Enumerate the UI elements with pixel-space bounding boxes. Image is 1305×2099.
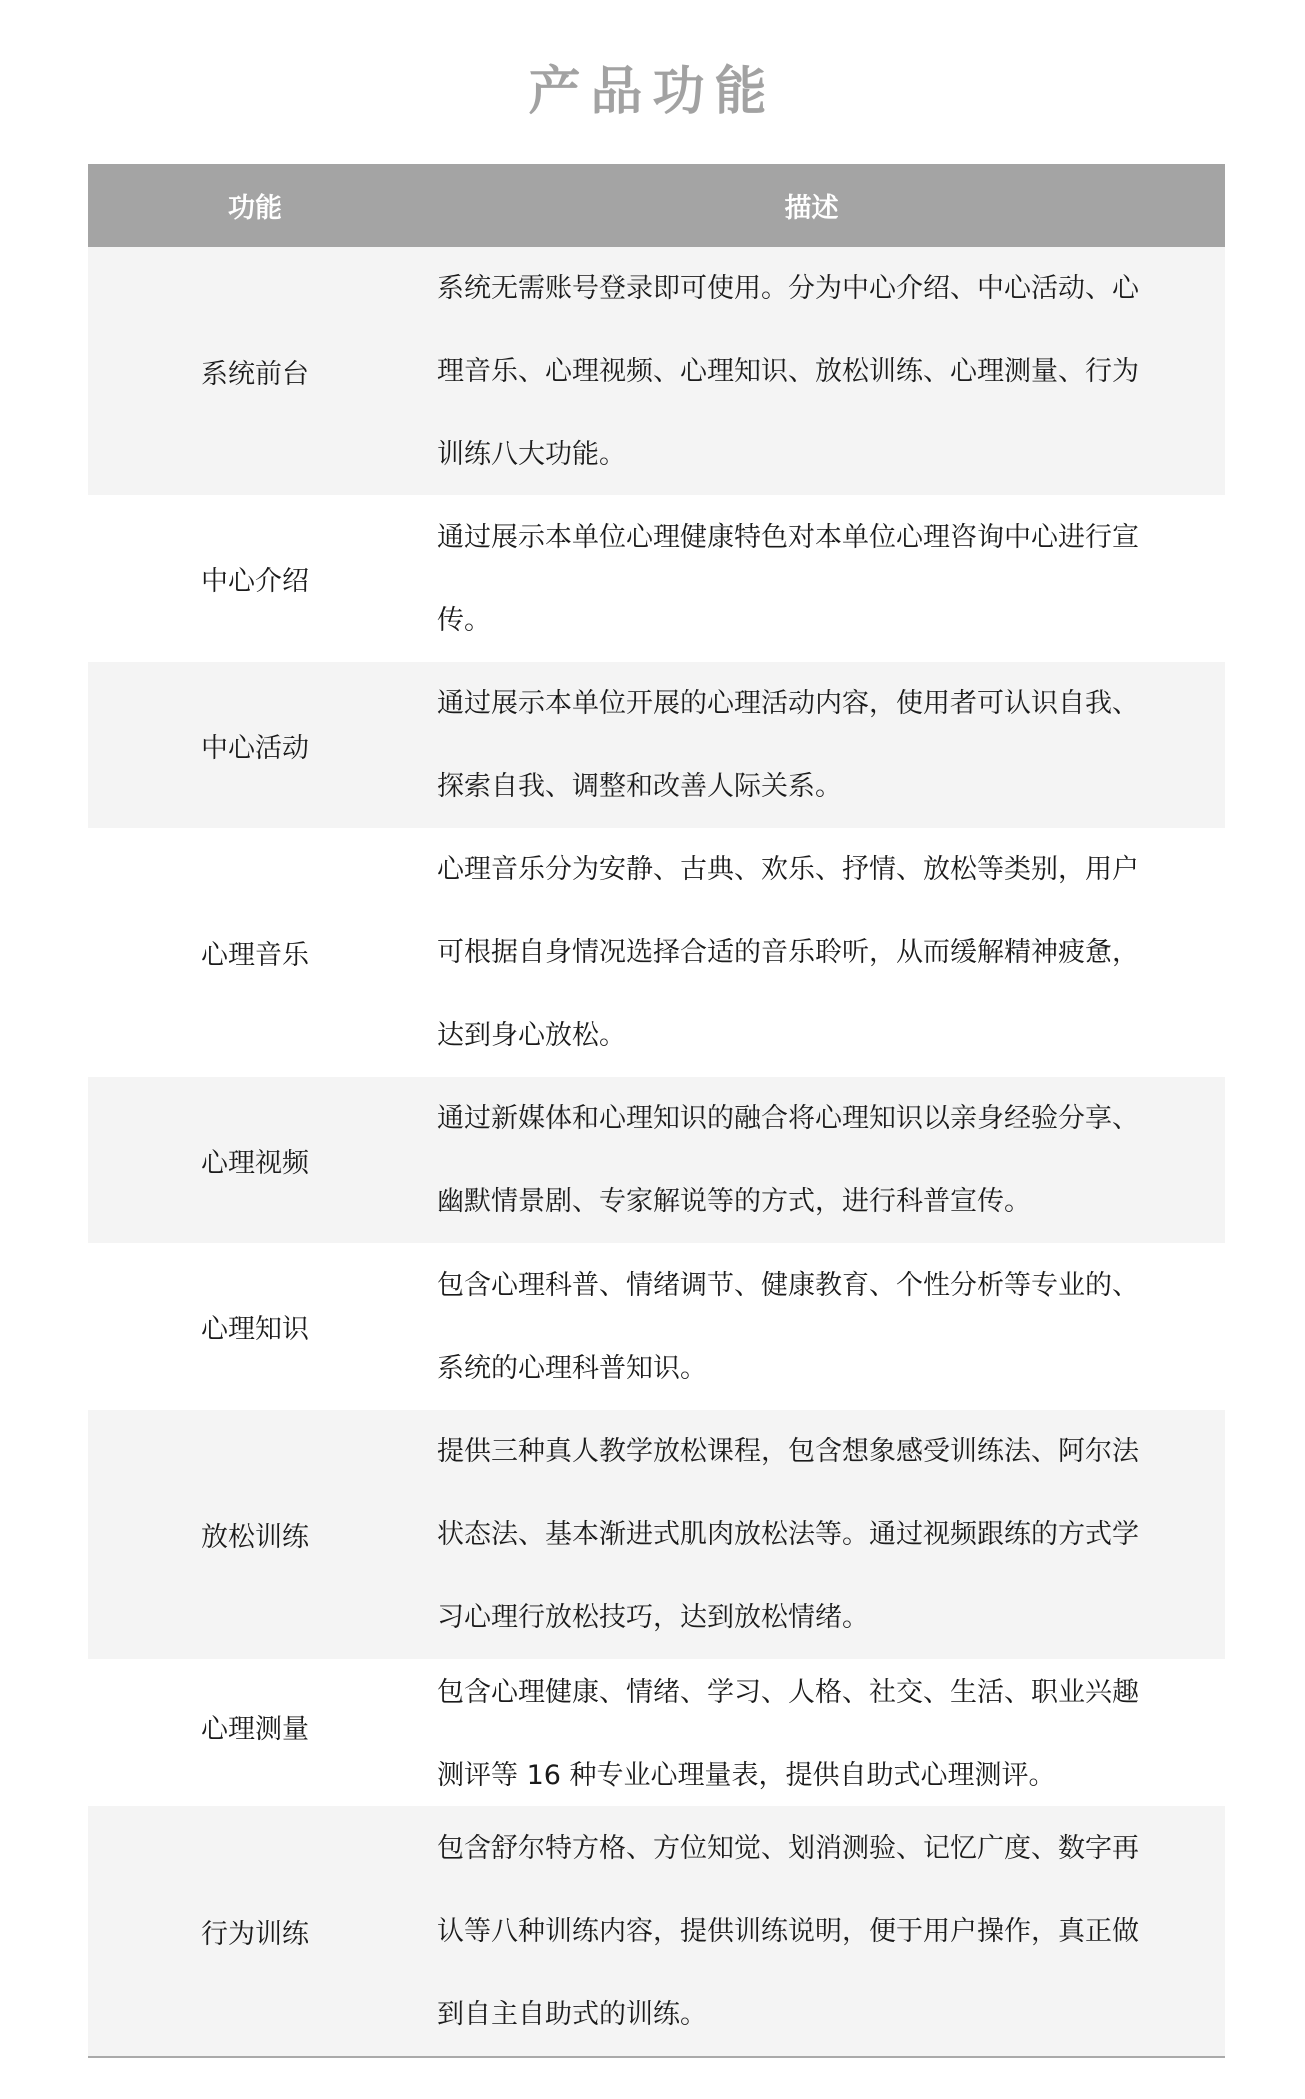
row-description [422, 1410, 1225, 1659]
table-row [88, 1659, 1225, 1806]
row-function: 系统前台 [201, 358, 309, 390]
description-line: 可根据自身情况选择合适的音乐聆听，从而缓解精神疲惫， [437, 937, 1139, 968]
description-line: 传。 [437, 604, 491, 636]
description-line: 通过展示本单位开展的心理活动内容，使用者可认识自我、 [437, 688, 1139, 719]
table-row [88, 828, 1225, 1077]
row-function: 心理音乐 [201, 940, 309, 971]
description-line: 提供三种真人教学放松课程，包含想象感受训练法、阿尔法 [437, 1436, 1139, 1467]
table-row [88, 495, 1225, 662]
table-bottom-border [88, 2056, 1225, 2058]
description-line: 包含舒尔特方格、方位知觉、划消测验、记忆广度、数字再 [437, 1832, 1139, 1864]
table-row [88, 1243, 1225, 1410]
row-function: 心理知识 [201, 1314, 309, 1345]
description-line: 通过展示本单位心理健康特色对本单位心理咨询中心进行宣 [437, 521, 1139, 553]
description-line: 达到身心放松。 [437, 1020, 626, 1051]
description-line: 通过新媒体和心理知识的融合将心理知识以亲身经验分享、 [437, 1103, 1139, 1134]
description-line: 认等八种训练内容，提供训练说明，便于用户操作，真正做 [437, 1915, 1139, 1947]
row-function: 心理测量 [201, 1714, 309, 1745]
page-title: 产品功能 [528, 61, 777, 122]
description-line: 心理音乐分为安静、古典、欢乐、抒情、放松等类别，用户 [437, 854, 1139, 885]
column-header-function: 功能 [228, 193, 282, 224]
row-description [422, 496, 1225, 662]
description-line: 测评等 16 种专业心理量表，提供自助式心理测评。 [437, 1760, 1056, 1791]
description-line: 系统无需账号登录即可使用。分为中心介绍、中心活动、心 [437, 272, 1139, 304]
table-row [88, 247, 1225, 495]
row-function: 心理视频 [201, 1147, 309, 1179]
row-description [422, 1244, 1225, 1410]
row-function: 中心活动 [201, 732, 309, 764]
row-description [422, 247, 1225, 496]
row-description [422, 662, 1225, 828]
feature-table [88, 164, 1225, 2058]
description-line: 包含心理健康、情绪、学习、人格、社交、生活、职业兴趣 [437, 1677, 1139, 1708]
description-line: 训练八大功能。 [437, 438, 626, 470]
description-line: 探索自我、调整和改善人际关系。 [437, 771, 842, 802]
description-line: 到自主自助式的训练。 [437, 1998, 707, 2030]
row-description [422, 1077, 1225, 1243]
row-description [422, 828, 1225, 1077]
row-description [422, 1807, 1225, 2056]
table-header [88, 164, 1225, 247]
row-description [422, 1651, 1225, 1817]
description-line: 包含心理科普、情绪调节、健康教育、个性分析等专业的、 [437, 1269, 1139, 1301]
table-row [88, 662, 1225, 828]
row-function: 行为训练 [201, 1918, 309, 1950]
description-line: 习心理行放松技巧，达到放松情绪。 [437, 1602, 869, 1633]
description-line: 系统的心理科普知识。 [437, 1352, 707, 1384]
row-function: 中心介绍 [201, 566, 309, 597]
table-row [88, 1410, 1225, 1659]
description-line: 幽默情景剧、专家解说等的方式，进行科普宣传。 [437, 1186, 1031, 1217]
row-function: 放松训练 [201, 1522, 309, 1553]
table-row [88, 1806, 1225, 2056]
description-line: 状态法、基本渐进式肌肉放松法等。通过视频跟练的方式学 [437, 1519, 1139, 1550]
description-line: 理音乐、心理视频、心理知识、放松训练、心理测量、行为 [437, 355, 1139, 387]
column-header-description: 描述 [784, 193, 839, 224]
table-row [88, 1077, 1225, 1243]
